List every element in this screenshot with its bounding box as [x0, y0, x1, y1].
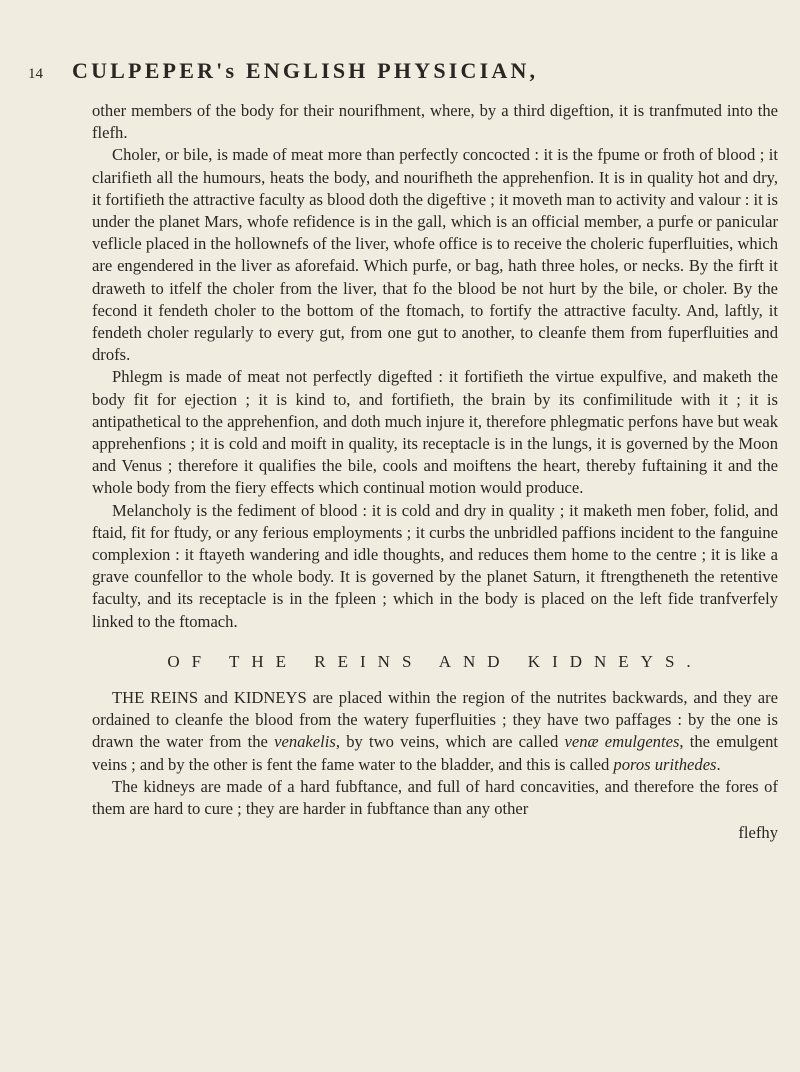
text-run: .	[716, 754, 721, 774]
page-header	[28, 58, 778, 84]
text-run: , the emulgent veins ; and by the other is fent the fame water to the bladder, and this is called	[92, 732, 778, 774]
italic-term: poros urithedes	[613, 754, 717, 774]
paragraph-kidneys: The kidneys are made of a hard fubftance, and full of hard concavities, and therefore the fores of them are hard to cure ; they are harder in fubftance than any other	[92, 776, 778, 819]
italic-term: venakelis	[274, 732, 336, 752]
body-text	[28, 100, 778, 845]
paragraph-continuation: other members of the body for their nourifhment, where, by a third digeftion, it is tranfmuted into the flefh.	[92, 101, 778, 143]
paragraph-reins	[92, 687, 778, 776]
section-heading: OF THE REINS AND KIDNEYS.	[167, 651, 703, 671]
page-number: 14	[28, 66, 43, 82]
book-page	[28, 58, 778, 845]
italic-term: venæ emulgentes	[564, 732, 680, 752]
running-title: CULPEPER's ENGLISH PHYSICIAN,	[72, 58, 539, 83]
text-run: THE REINS and KIDNEYS are placed within the region of the nutrites backwards, and they are ordained to cleanfe the blood from the watery fuperfluities ; they have two paffages : by the one is drawn the water from the	[92, 688, 778, 752]
paragraph-melancholy: Melancholy is the fediment of blood : it is cold and dry in quality ; it maketh men fober, folid, and ftaid, fit for ftudy, or any ferious employments ; it curbs the unbridled paffions incident to the fanguine complexion : it ftayeth wandering and idle thoughts, and reduces them home to the centre ; it is like a grave counfellor to the whole body. It is governed by the planet Saturn, it ftrengtheneth the retentive faculty, and its receptacle is in the fpleen ; which in the body is placed on the left fide tranfverfely linked to the ftomach.	[92, 500, 778, 631]
catchword: flefhy	[738, 823, 778, 843]
paragraph-phlegm: Phlegm is made of meat not perfectly digefted : it fortifieth the virtue expulfive, and maketh the body fit for ejection ; it is kind to, and fortifieth, the brain by its confimilitude with it ; it is antipathetical to the apprehenfion, and doth much injure it, therefore phlegmatic perfons have but weak apprehenfions ; it is cold and moift in quality, its receptacle is in the lungs, it is governed by the Moon and Venus ; therefore it qualifies the bile, cools and moiftens the heart, thereby fuftaining it and the whole body from the fiery effects which continual motion would produce.	[92, 367, 778, 498]
paragraph-choler: Choler, or bile, is made of meat more than perfectly concocted : it is the fpume or froth of blood ; it clarifieth all the humours, heats the body, and nourifheth the apprehenfion. It is in quality hot and dry, it fortifieth the attractive faculty as blood doth the digeftive ; it moveth man to activity and valour : it is under the planet Mars, whofe refidence is in the gall, which is an official member, a purfe or panicular veflicle placed in the hollownefs of the liver, whofe office is to receive the choleric fuperfluities, which are engendered in the liver as aforefaid. Which purfe, or bag, hath three holes, or necks. By the firft it draweth to itfelf the choler from the liver, that fo the blood be not hurt by the bile, or choler. By the fecond it fendeth choler to the bottom of the ftomach, to fortify the attractive faculty. And, laftly, it fendeth choler regularly to every gut, from one gut to another, to cleanfe them from fuperfluities and drofs.	[92, 145, 778, 365]
text-run: , by two veins, which are called	[335, 732, 565, 752]
